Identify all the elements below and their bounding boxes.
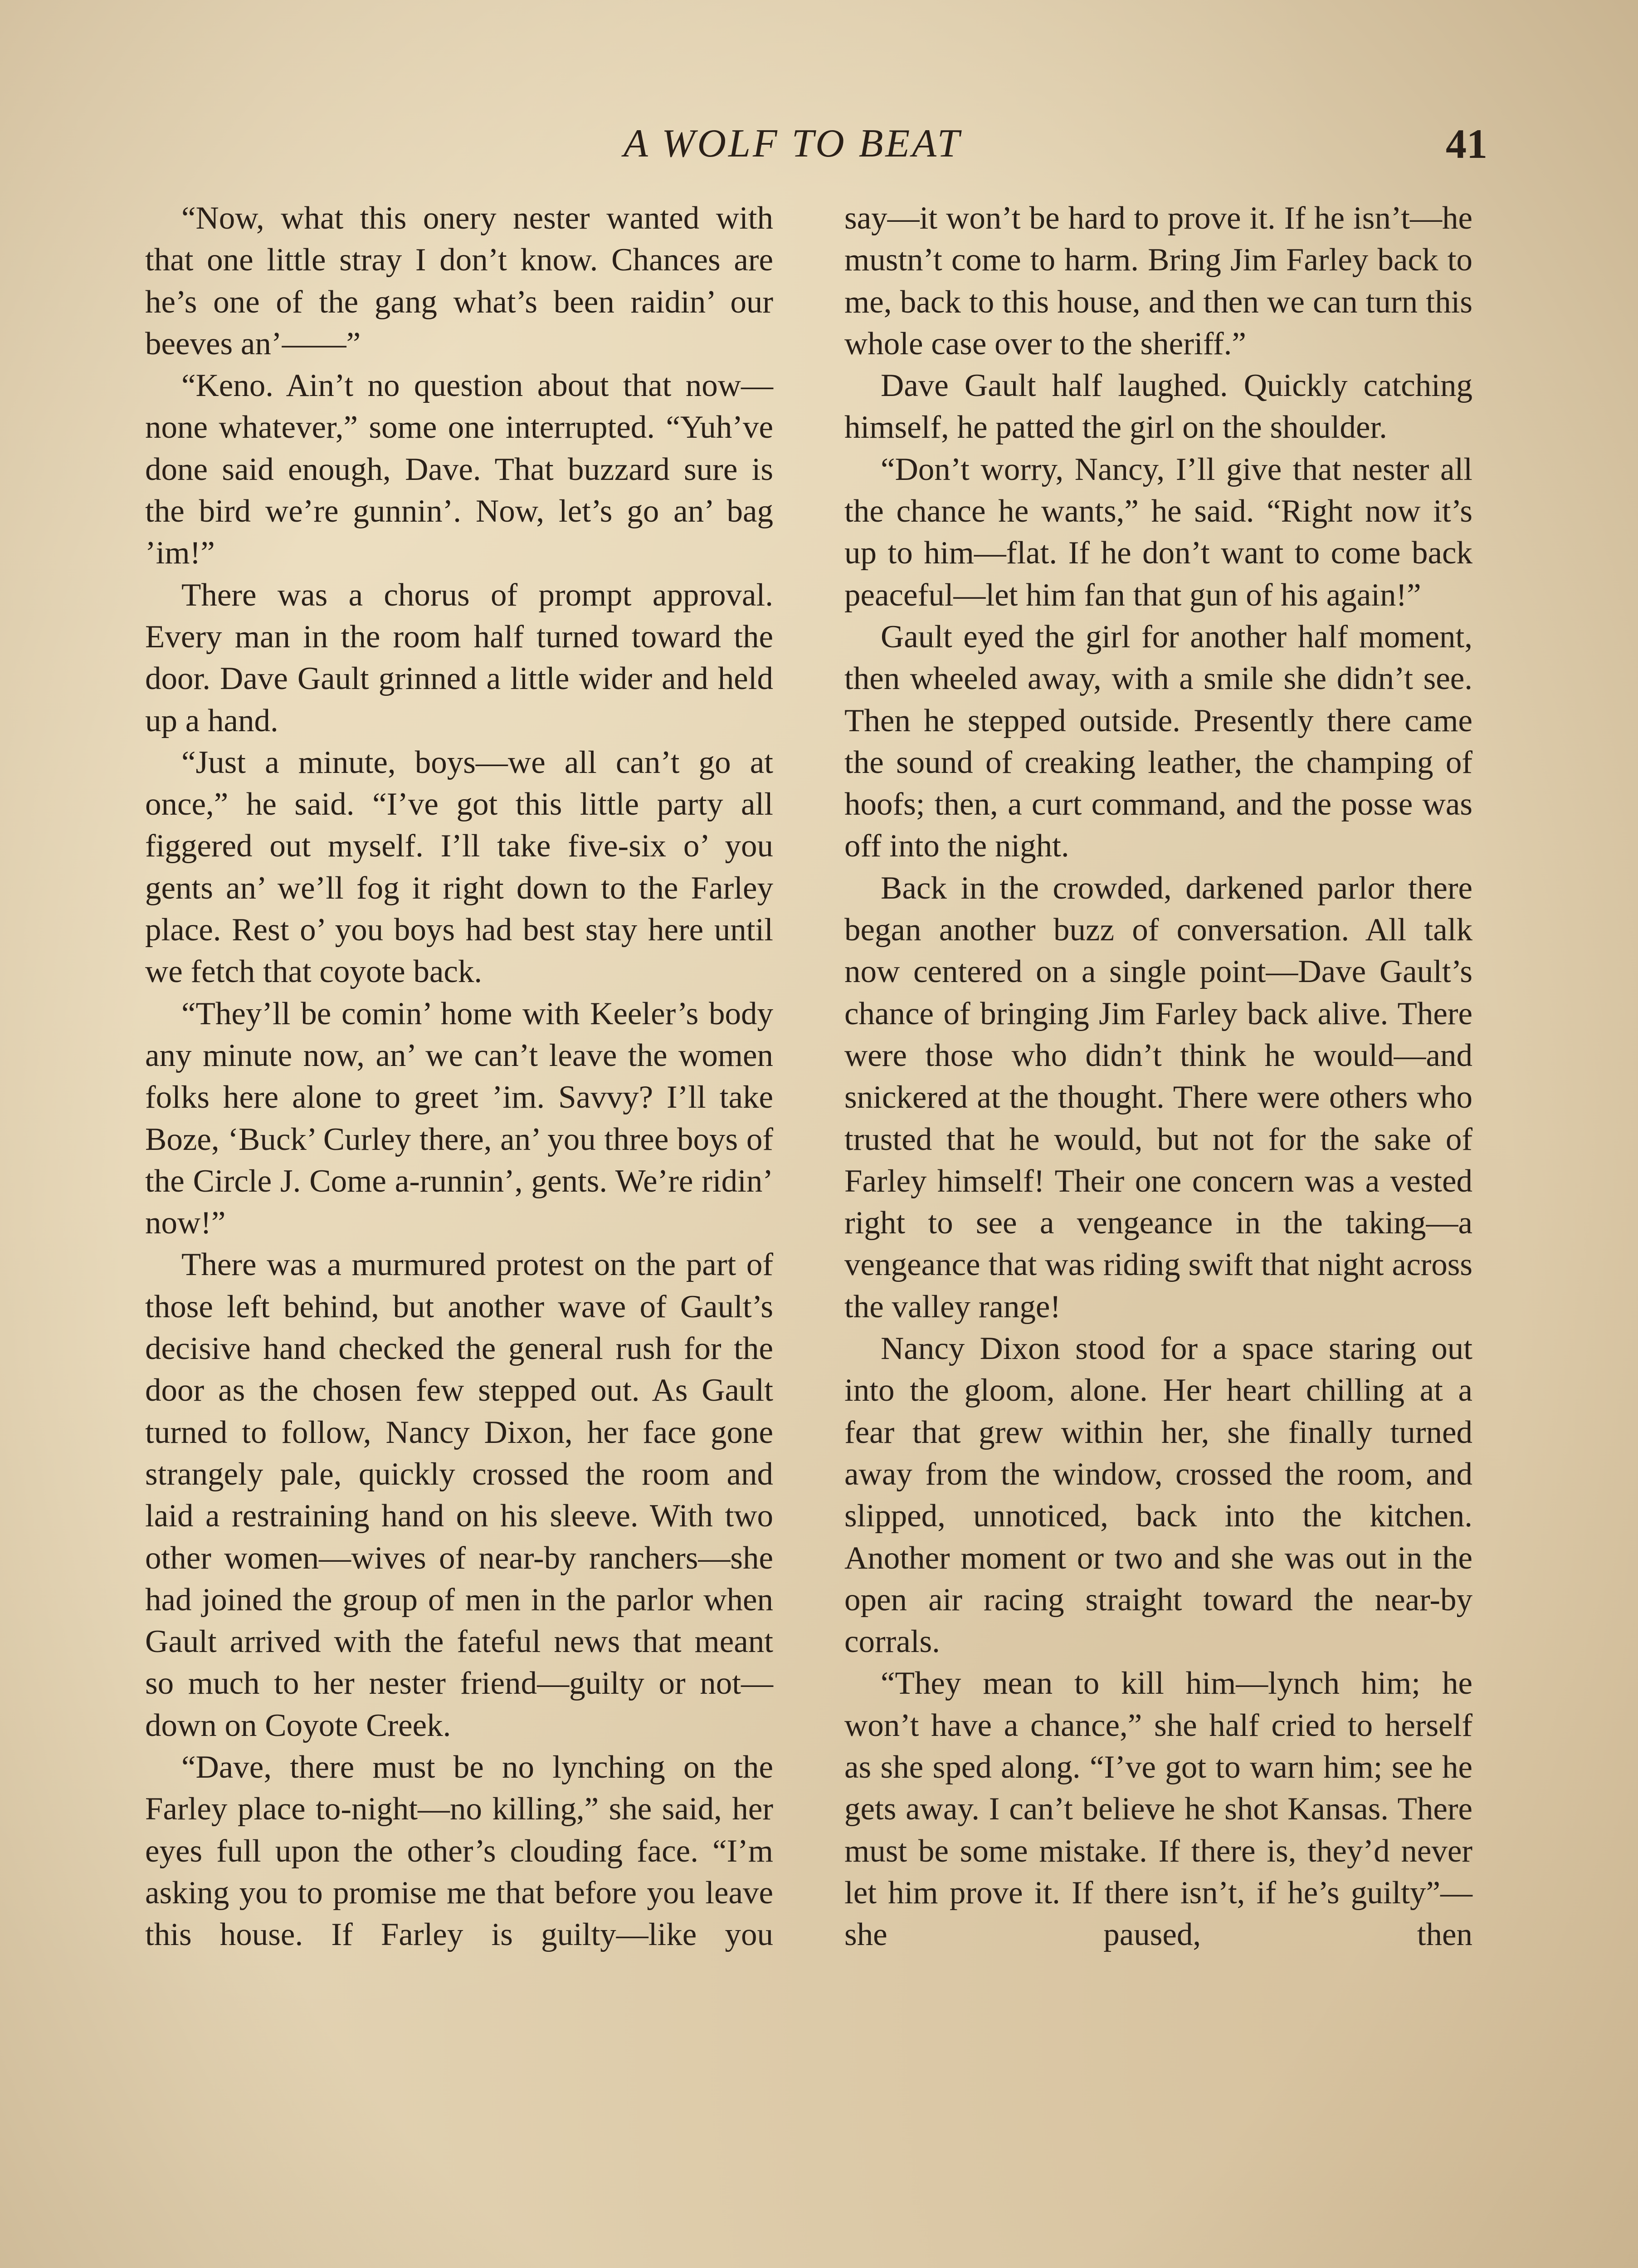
paragraph: “Keno. Ain’t no question about that now—none whatever,” some one interrupted. “Yuh’ve done said enough, Dave. That buzzard sure is the bird we’re gunnin’. Now, let’s go an’ bag ’im!” bbox=[145, 368, 773, 571]
paragraph: “Dave, there must be no lynching on the Farley place to-night—no killing,” she said, her eyes full upon the other’s clouding face. “I’m asking you to promise me that before you leave this house. If Farley is guilty—like you bbox=[145, 1749, 773, 1953]
paragraph: Nancy Dixon stood for a space staring out into the gloom, alone. Her heart chilling at a fear that grew within her, she finally turned away from the window, crossed the room, and slipped, unnoticed, back into the kitchen. Another moment or two and she was out in the open air racing straight toward the near-by corrals. bbox=[844, 1331, 1472, 1660]
paragraph: There was a chorus of prompt approval. Every man in the room half turned toward the door. Dave Gault grinned a little wider and held up a hand. bbox=[145, 577, 773, 738]
paragraph: Gault eyed the girl for another half moment, then wheeled away, with a smile she didn’t see. Then he stepped outside. Presently there came the sound of creaking leather, the champing of hoofs; then, a curt command, and the posse was off into the night. bbox=[844, 619, 1472, 864]
paragraph: Dave Gault half laughed. Quickly catching himself, he patted the girl on the shoulder. bbox=[844, 368, 1472, 445]
paragraph: say—it won’t be hard to prove it. If he isn’t—he mustn’t come to harm. Bring Jim Farley back to me, back to this house, and then we can turn this whole case over to the sheriff.” bbox=[844, 200, 1472, 362]
paragraph: “They’ll be comin’ home with Keeler’s body any minute now, an’ we can’t leave the women folks here alone to greet ’im. Savvy? I’ll take Boze, ‘Buck’ Curley there, an’ you three boys of the Circle J. Come a-runnin’, gents. We’re ridin’ now!” bbox=[145, 996, 773, 1241]
page-number: 41 bbox=[1446, 121, 1487, 167]
right-column bbox=[844, 197, 1472, 1955]
running-title: A WOLF TO BEAT bbox=[624, 122, 962, 166]
paragraph: “Don’t worry, Nancy, I’ll give that nester all the chance he wants,” he said. “Right now it’s up to him—flat. If he don’t want to come back peaceful—let him fan that gun of his again!” bbox=[844, 451, 1472, 613]
page-header bbox=[0, 119, 1638, 169]
paragraph: There was a murmured protest on the part of those left behind, but another wave of Gault’s decisive hand checked the general rush for the door as the chosen few stepped out. As Gault turned to follow, Nancy Dixon, her face gone strangely pale, quickly crossed the room and laid a restraining hand on his sleeve. With two other women—wives of near-by ranchers—she had joined the group of men in the parlor when Gault arrived with the fateful news that meant so much to her nester friend—guilty or not—down on Coyote Creek. bbox=[145, 1247, 773, 1743]
paragraph: “Just a minute, boys—we all can’t go at once,” he said. “I’ve got this little party all figgered out myself. I’ll take five-six o’ you gents an’ we’ll fog it right down to the Farley place. Rest o’ you boys had best stay here until we fetch that coyote back. bbox=[145, 744, 773, 990]
paragraph: “They mean to kill him—lynch him; he won’t have a chance,” she half cried to herself as she sped along. “I’ve got to warn him; see he gets away. I can’t believe he shot Kansas. There must be some mistake. If there is, they’d never let him prove it. If there isn’t, if he’s guilty”—she paused, then bbox=[844, 1666, 1472, 1953]
left-column bbox=[145, 197, 773, 1955]
paragraph: Back in the crowded, darkened parlor there began another buzz of conversation. All talk now centered on a single point—Dave Gault’s chance of bringing Jim Farley back alive. There were those who didn’t think he would—and snickered at the thought. There were others who trusted that he would, but not for the sake of Farley himself! Their one concern was a vested right to see a vengeance in the taking—a vengeance that was riding swift that night across the valley range! bbox=[844, 870, 1472, 1325]
paragraph: “Now, what this onery nester wanted with that one little stray I don’t know. Chances are he’s one of the gang what’s been raidin’ our beeves an’——” bbox=[145, 200, 773, 362]
